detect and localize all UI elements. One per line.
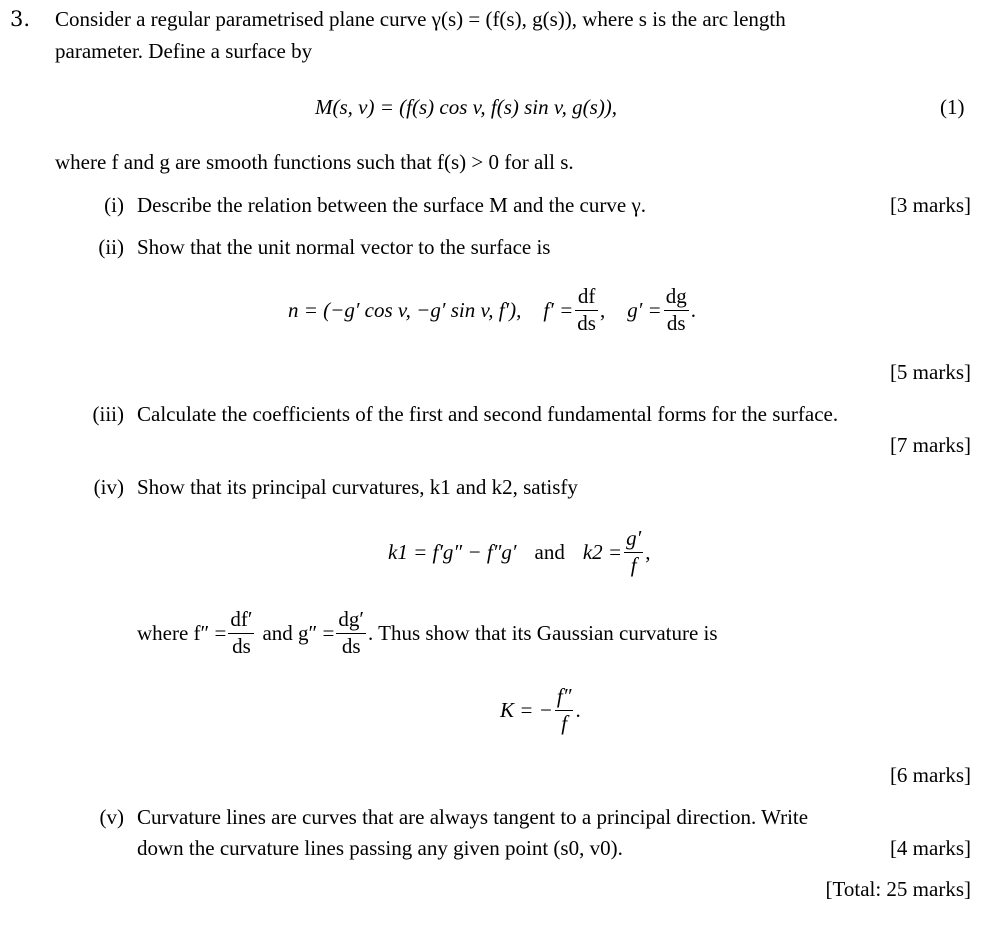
part-iii-text: Calculate the coefficients of the first and second fundamental forms for the surface.: [137, 402, 839, 426]
part-iv-marks: [6 marks]: [889, 763, 971, 787]
part-iii-marks: [7 marks]: [889, 433, 971, 457]
question-intro-line1: Consider a regular parametrised plane curve γ(s) = (f(s), g(s)), where s is the arc length: [55, 7, 786, 31]
gprime-lhs: g′ =: [627, 297, 662, 322]
gpp-denominator: ds: [341, 633, 361, 658]
part-iii-label: (iii): [92, 402, 124, 426]
where-line: where f and g are smooth functions such that f(s) > 0 for all s.: [55, 150, 574, 174]
fpp-fraction: [228, 608, 254, 657]
where-fpp-lhs: where f″ =: [137, 620, 227, 645]
k2-lhs: k2 =: [582, 539, 623, 564]
and-gpp-lhs: and g″ =: [262, 620, 335, 645]
K-denominator: f: [561, 710, 568, 735]
question-number: 3.: [10, 7, 31, 31]
equation-1-tag: (1): [940, 95, 965, 119]
equation-1: M(s, v) = (f(s) cos v, f(s) sin v, g(s)),: [315, 95, 618, 119]
fprime-lhs: f′ =: [543, 297, 574, 322]
gaussian-intro: . Thus show that its Gaussian curvature is: [368, 620, 718, 645]
fpp-denominator: ds: [232, 633, 251, 658]
part-ii-marks: [5 marks]: [889, 360, 971, 384]
K-lhs: K = −: [500, 697, 553, 722]
second-derivative-definitions: [137, 604, 718, 662]
fpp-numerator: df′: [228, 608, 254, 633]
gpp-fraction: [336, 608, 366, 657]
part-v-line1: Curvature lines are curves that are always tangent to a principal direction. Write: [137, 805, 809, 829]
gprime-denominator: ds: [666, 310, 686, 335]
part-ii-label: (ii): [98, 235, 124, 259]
gprime-numerator: dg: [664, 285, 689, 310]
k2-fraction: [624, 527, 643, 576]
k1-expression: k1 = f′g″ − f″g′: [388, 539, 517, 564]
fprime-denominator: ds: [577, 310, 596, 335]
k2-numerator: g′: [624, 527, 643, 552]
part-i-label: (i): [104, 193, 124, 217]
K-fraction: [555, 685, 574, 734]
part-ii-text: Show that the unit normal vector to the surface is: [137, 235, 551, 259]
and-word: and: [534, 539, 565, 564]
part-v-marks: [4 marks]: [889, 836, 971, 860]
gprime-fraction: [664, 285, 689, 334]
part-v-line2: down the curvature lines passing any given point (s0, v0).: [137, 836, 623, 860]
gpp-numerator: dg′: [336, 608, 366, 633]
part-i-marks: [3 marks]: [889, 193, 971, 217]
part-v-label: (v): [99, 805, 124, 829]
principal-curvature-equation: k1 = f′g″ − f″g′ and k2 = $\frac{g'}{f}$ ,: [388, 526, 651, 577]
k2-denominator: f: [630, 552, 637, 577]
gaussian-curvature-equation: K = − $\frac{f''}{f}$ .: [500, 684, 581, 735]
total-marks: [Total: 25 marks]: [825, 877, 971, 901]
fprime-fraction: [575, 285, 598, 334]
normal-vector-equation: n = (−g′ cos v, −g′ sin v, f′), f′ = $\frac{df}{ds}$ , g′ = $\frac{dg}{ds}$ .: [288, 284, 696, 335]
normal-vector-expression: n = (−g′ cos v, −g′ sin v, f′),: [288, 297, 522, 322]
fprime-numerator: df: [575, 285, 598, 310]
question-intro-line2: parameter. Define a surface by: [55, 39, 313, 63]
part-iv-label: (iv): [93, 475, 124, 499]
K-numerator: f″: [555, 685, 574, 710]
part-iv-text: Show that its principal curvatures, k1 and k2, satisfy: [137, 475, 578, 499]
part-i-text: Describe the relation between the surface M and the curve γ.: [137, 193, 646, 217]
